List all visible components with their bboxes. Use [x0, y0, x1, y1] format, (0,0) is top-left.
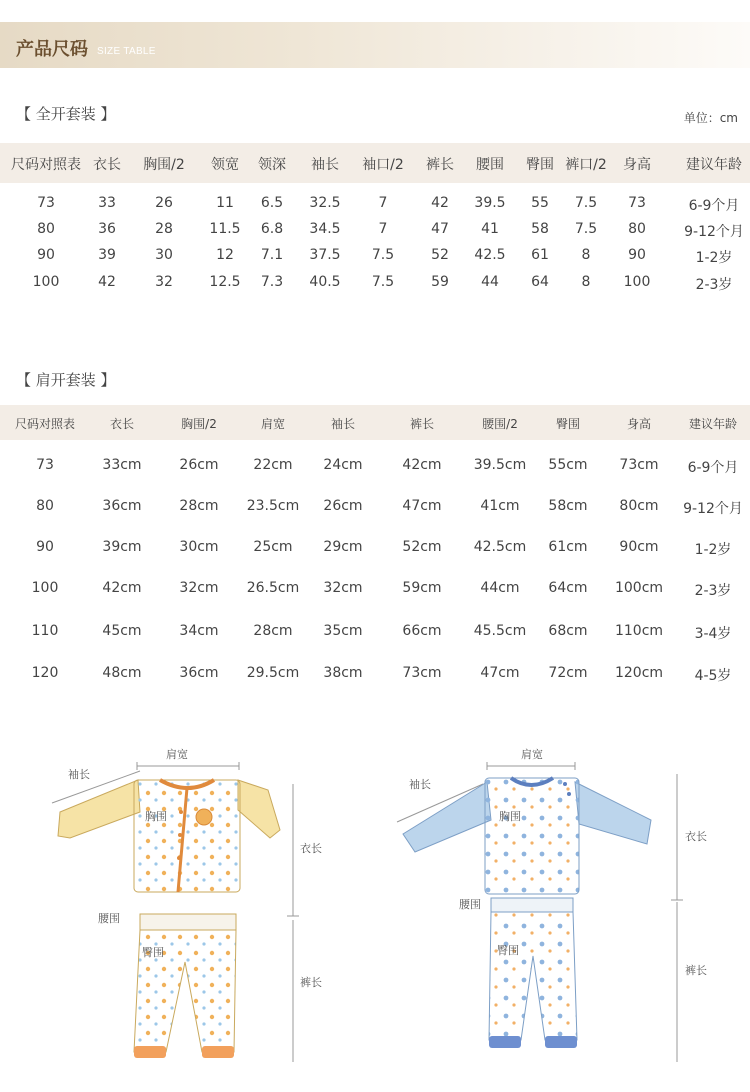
t1-cell: 8 [581, 247, 591, 263]
table2-title: 【 肩开套装 】 [16, 371, 116, 389]
t2-cell: 26cm [179, 457, 219, 473]
shoulder-open-suit-diagram [375, 740, 750, 1090]
t2-header-cell: 袖长 [330, 417, 355, 431]
t1-cell: 42 [431, 195, 449, 211]
t1-cell: 6.8 [260, 221, 284, 237]
t2-cell: 61cm [548, 539, 588, 555]
t2-cell: 34cm [179, 623, 219, 639]
left-shoulder-label: 肩宽 [166, 748, 188, 761]
right-shoulder-label: 肩宽 [521, 748, 543, 761]
t1-header-cell: 衣长 [93, 157, 121, 173]
t1-cell: 52 [431, 247, 449, 263]
t2-cell: 120cm [614, 665, 664, 681]
right-hip-label: 臀围 [497, 944, 519, 957]
right-waist-label: 腰围 [459, 898, 481, 911]
t1-cell: 73 [628, 195, 646, 211]
t1-cell: 6-9个月 [688, 198, 740, 214]
t2-cell: 33cm [102, 457, 142, 473]
t1-cell: 2-3岁 [695, 277, 733, 293]
t2-cell: 38cm [323, 665, 363, 681]
t2-cell: 42cm [402, 457, 442, 473]
right-chest-label: 胸围 [499, 810, 521, 823]
left-hip-label: 臀围 [142, 946, 164, 959]
t2-cell: 47cm [480, 665, 520, 681]
t2-cell: 48cm [102, 665, 142, 681]
t1-cell: 39 [98, 247, 116, 263]
t1-cell: 90 [37, 247, 55, 263]
t1-cell: 12 [216, 247, 234, 263]
t1-cell: 9-12个月 [684, 224, 744, 240]
t2-cell: 29cm [323, 539, 363, 555]
t2-header-cell: 腰围/2 [482, 417, 518, 431]
t1-cell: 7.1 [260, 247, 284, 263]
t1-cell: 7 [378, 195, 388, 211]
t1-cell: 40.5 [309, 274, 341, 290]
t1-header-cell: 袖长 [311, 157, 339, 173]
t1-cell: 1-2岁 [695, 250, 733, 266]
t1-cell: 7.5 [574, 195, 598, 211]
t2-cell: 26cm [323, 498, 363, 514]
t2-cell: 68cm [548, 623, 588, 639]
t1-cell: 80 [37, 221, 55, 237]
t2-cell: 73 [36, 457, 54, 473]
left-chest-label: 胸围 [145, 810, 167, 823]
left-sleeve-label: 袖长 [68, 768, 90, 781]
page-title: 产品尺码 [16, 39, 88, 60]
t1-header-cell: 臀围 [526, 157, 554, 173]
t1-header-cell: 身高 [623, 157, 651, 173]
t2-cell: 6-9个月 [687, 460, 739, 476]
left-waist-label: 腰围 [98, 912, 120, 925]
t1-cell: 12.5 [209, 274, 241, 290]
t1-cell: 11 [216, 195, 234, 211]
t2-cell: 42cm [102, 580, 142, 596]
t1-cell: 7.3 [260, 274, 284, 290]
t2-cell: 64cm [548, 580, 588, 596]
full-open-suit-diagram [0, 740, 375, 1090]
t1-cell: 55 [531, 195, 549, 211]
right-pants-length-label: 裤长 [685, 964, 707, 977]
left-top-length-label: 衣长 [300, 842, 322, 855]
t2-cell: 32cm [323, 580, 363, 596]
t1-cell: 42 [98, 274, 116, 290]
t1-cell: 30 [155, 247, 173, 263]
t2-header-cell: 肩宽 [260, 417, 285, 431]
unit-label: 单位：cm [683, 111, 738, 125]
t2-cell: 110 [31, 623, 59, 639]
t1-header-cell: 裤长 [426, 157, 454, 173]
t2-cell: 23.5cm [246, 498, 300, 514]
t2-cell: 28cm [253, 623, 293, 639]
t2-header-cell: 胸围/2 [181, 417, 217, 431]
t1-cell: 33 [98, 195, 116, 211]
t2-cell: 80cm [619, 498, 659, 514]
t1-header-cell: 领深 [258, 157, 286, 173]
table1-title: 【 全开套装 】 [16, 105, 116, 123]
t2-cell: 32cm [179, 580, 219, 596]
t2-cell: 22cm [253, 457, 293, 473]
t2-cell: 41cm [480, 498, 520, 514]
t1-cell: 7 [378, 221, 388, 237]
t2-cell: 26.5cm [246, 580, 300, 596]
t2-cell: 66cm [402, 623, 442, 639]
t1-header-cell: 领宽 [211, 157, 239, 173]
t1-cell: 64 [531, 274, 549, 290]
t2-cell: 1-2岁 [694, 542, 732, 558]
header-band [0, 22, 750, 68]
t1-cell: 7.5 [371, 247, 395, 263]
t2-cell: 24cm [323, 457, 363, 473]
t1-cell: 80 [628, 221, 646, 237]
t2-cell: 80 [36, 498, 54, 514]
t1-header-cell: 裤口/2 [565, 157, 607, 173]
t2-cell: 45.5cm [473, 623, 527, 639]
t2-cell: 25cm [253, 539, 293, 555]
t2-cell: 58cm [548, 498, 588, 514]
t2-header-cell: 裤长 [409, 417, 434, 431]
t2-header-cell: 身高 [626, 417, 651, 431]
t1-cell: 73 [37, 195, 55, 211]
t1-cell: 7.5 [574, 221, 598, 237]
t1-cell: 44 [481, 274, 499, 290]
t2-header-cell: 衣长 [109, 417, 134, 431]
t1-cell: 26 [155, 195, 173, 211]
t1-cell: 34.5 [309, 221, 341, 237]
t1-cell: 32.5 [309, 195, 341, 211]
t2-cell: 3-4岁 [694, 626, 732, 642]
t1-cell: 8 [581, 274, 591, 290]
t2-cell: 29.5cm [246, 665, 300, 681]
t2-cell: 42.5cm [473, 539, 527, 555]
t1-cell: 59 [431, 274, 449, 290]
right-sleeve-label: 袖长 [409, 778, 431, 791]
t2-header-cell: 建议年龄 [688, 417, 737, 431]
t1-header-cell: 建议年龄 [686, 157, 742, 173]
t2-cell: 30cm [179, 539, 219, 555]
t2-cell: 59cm [402, 580, 442, 596]
t2-cell: 73cm [619, 457, 659, 473]
left-pants-length-label: 裤长 [300, 976, 322, 989]
t2-cell: 90 [36, 539, 54, 555]
t1-cell: 11.5 [209, 221, 241, 237]
t1-cell: 6.5 [260, 195, 284, 211]
t1-cell: 39.5 [474, 195, 506, 211]
t2-header-cell: 尺码对照表 [14, 417, 75, 431]
t1-cell: 61 [531, 247, 549, 263]
t2-cell: 28cm [179, 498, 219, 514]
t2-cell: 36cm [179, 665, 219, 681]
t1-cell: 58 [531, 221, 549, 237]
t1-header-cell: 袖口/2 [362, 157, 404, 173]
t2-cell: 39.5cm [473, 457, 527, 473]
t2-cell: 100cm [614, 580, 664, 596]
right-top-length-label: 衣长 [685, 830, 707, 843]
t2-cell: 36cm [102, 498, 142, 514]
t2-cell: 35cm [323, 623, 363, 639]
t1-cell: 47 [431, 221, 449, 237]
t1-cell: 37.5 [309, 247, 341, 263]
t1-header-cell: 尺码对照表 [11, 157, 81, 173]
t1-cell: 100 [623, 274, 651, 290]
t2-cell: 73cm [402, 665, 442, 681]
t1-cell: 7.5 [371, 274, 395, 290]
t2-cell: 2-3岁 [694, 583, 732, 599]
t1-cell: 41 [481, 221, 499, 237]
t1-cell: 32 [155, 274, 173, 290]
t2-cell: 52cm [402, 539, 442, 555]
t2-cell: 55cm [548, 457, 588, 473]
page-subtitle: SIZE TABLE [97, 46, 156, 57]
t2-cell: 47cm [402, 498, 442, 514]
t1-header-cell: 胸围/2 [143, 157, 185, 173]
t2-cell: 39cm [102, 539, 142, 555]
t1-cell: 42.5 [474, 247, 506, 263]
t2-cell: 4-5岁 [694, 668, 732, 684]
t2-cell: 120 [31, 665, 59, 681]
t2-cell: 100 [31, 580, 59, 596]
t2-header-cell: 臀围 [555, 417, 580, 431]
t1-cell: 36 [98, 221, 116, 237]
t1-cell: 90 [628, 247, 646, 263]
t2-cell: 44cm [480, 580, 520, 596]
t2-cell: 45cm [102, 623, 142, 639]
t2-cell: 110cm [614, 623, 664, 639]
t1-cell: 100 [32, 274, 60, 290]
t1-header-cell: 腰围 [476, 157, 504, 173]
t2-cell: 90cm [619, 539, 659, 555]
t2-cell: 72cm [548, 665, 588, 681]
t2-cell: 9-12个月 [683, 501, 743, 517]
t1-cell: 28 [155, 221, 173, 237]
